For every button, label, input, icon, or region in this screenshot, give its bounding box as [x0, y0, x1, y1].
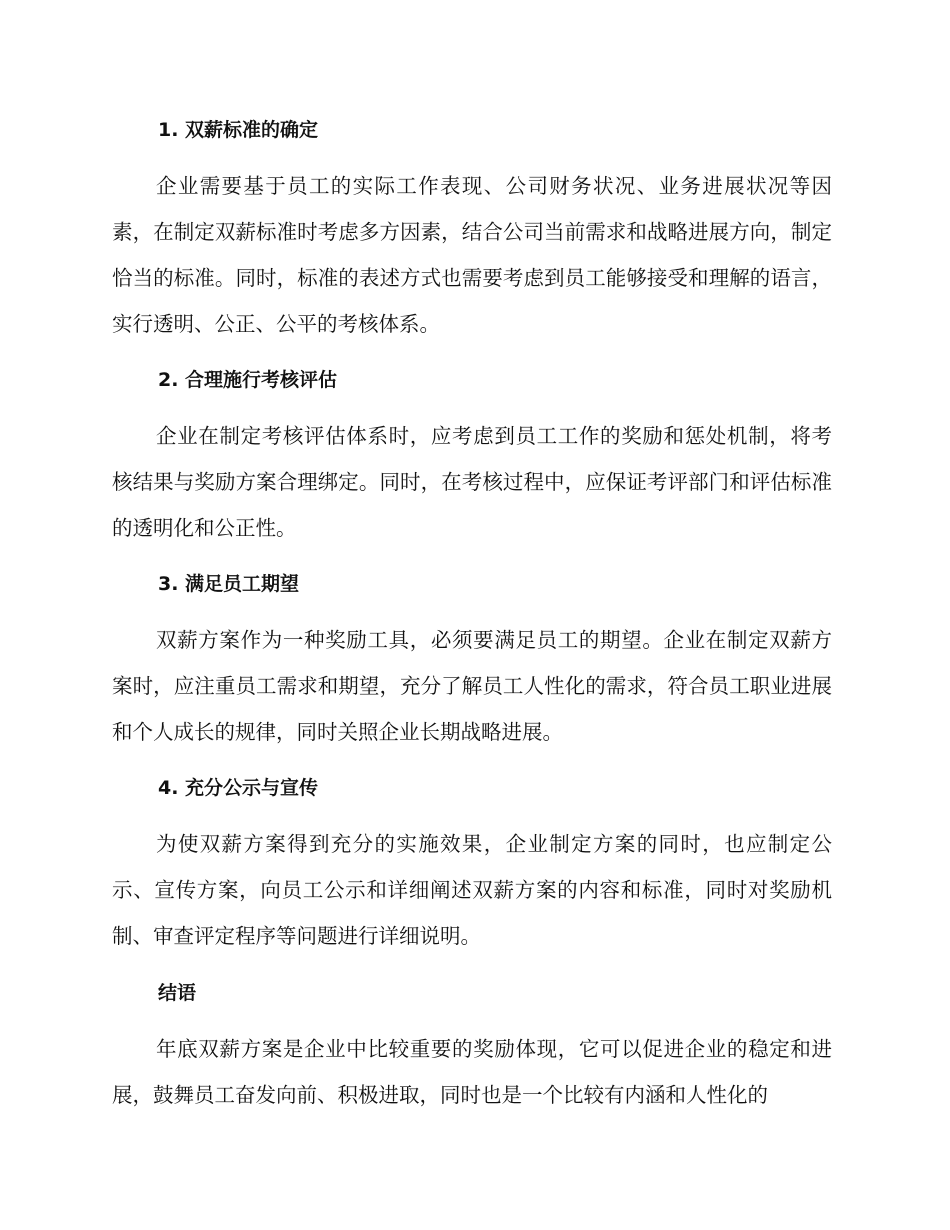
- section-heading-3: 3. 满足员工期望: [158, 573, 300, 595]
- conclusion-body: 年底双薪方案是企业中比较重要的奖励体现，它可以促进企业的稳定和进展，鼓舞员工奋发向前、积极进取，同时也是一个比较有内涵和人性化的: [112, 1037, 832, 1107]
- section-body-2: 企业在制定考核评估体系时，应考虑到员工工作的奖励和惩处机制，将考核结果与奖励方案合理绑定。同时，在考核过程中，应保证考评部门和评估标准的透明化和公正性。: [112, 424, 832, 540]
- section-body-1: 企业需要基于员工的实际工作表现、公司财务状况、业务进展状况等因素，在制定双薪标准时考虑多方因素，结合公司当前需求和战略进展方向，制定恰当的标准。同时，标准的表述方式也需要考虑到员工能够接受和理解的语言，实行透明、公正、公平的考核体系。: [112, 174, 832, 336]
- section-body-4: 为使双薪方案得到充分的实施效果，企业制定方案的同时，也应制定公示、宣传方案，向员工公示和详细阐述双薪方案的内容和标准，同时对奖励机制、审查评定程序等问题进行详细说明。: [112, 832, 832, 948]
- section-body-3: 双薪方案作为一种奖励工具，必须要满足员工的期望。企业在制定双薪方案时，应注重员工需求和期望，充分了解员工人性化的需求，符合员工职业进展和个人成长的规律，同时关照企业长期战略进展。: [112, 628, 832, 744]
- section-heading-4: 4. 充分公示与宣传: [158, 777, 319, 799]
- section-heading-1: 1. 双薪标准的确定: [158, 119, 319, 141]
- section-heading-2: 2. 合理施行考核评估: [158, 369, 338, 391]
- conclusion-heading: 结语: [158, 982, 197, 1004]
